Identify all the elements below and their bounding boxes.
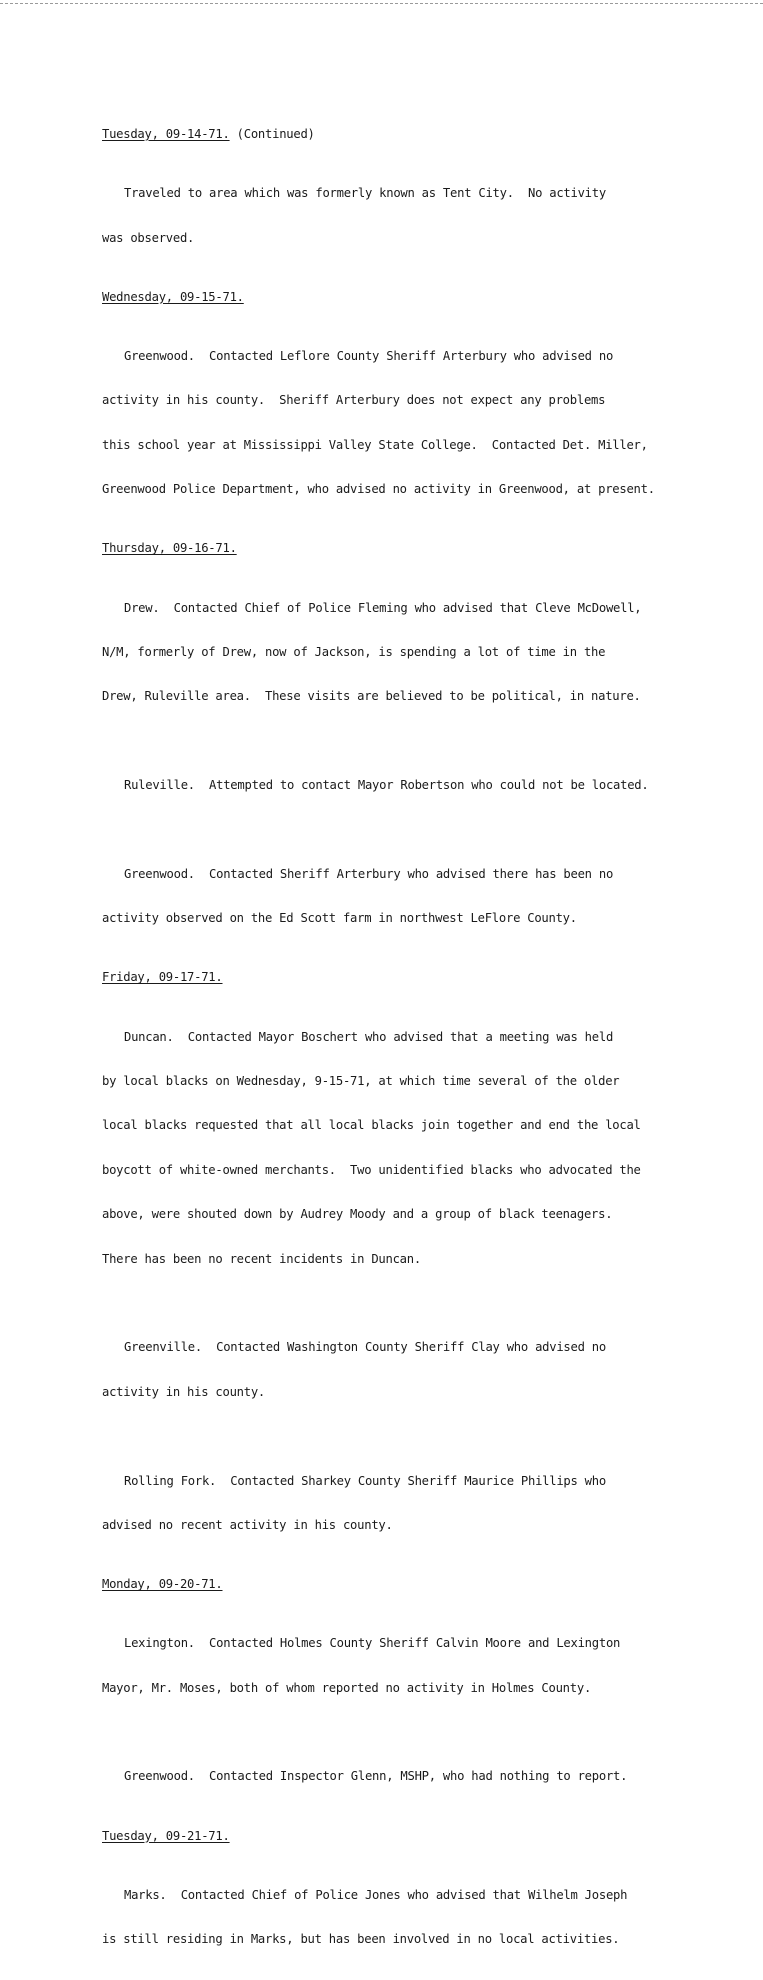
paragraph-line: Mayor, Mr. Moses, both of whom reported no activity in Holmes County. [102,1680,592,1695]
entry-paragraph [102,1607,702,1725]
paragraph-line: Greenwood. Contacted Sheriff Arterbury who advised there has been no [124,866,614,881]
paragraph-line: Greenwood Police Department, who advised no activity in Greenwood, at present. [102,482,655,497]
paragraph-line: Greenwood. Contacted Inspector Glenn, MSHP, who had nothing to report. [124,1769,628,1784]
paragraph-line: this school year at Mississippi Valley State College. Contacted Det. Miller, [102,437,648,452]
paragraph-line: Rolling Fork. Contacted Sharkey County Sheriff Maurice Phillips who [124,1473,606,1488]
paragraph-line: boycott of white-owned merchants. Two unidentified blacks who advocated the [102,1162,641,1177]
paragraph-line: Ruleville. Attempted to contact Mayor Robertson who could not be located. [124,778,649,793]
entry-heading [102,970,702,985]
paragraph-line: Greenwood. Contacted Leflore County Sheriff Arterbury who advised no [124,348,614,363]
entry-paragraph [102,1740,702,1814]
log-entry-friday-09-17 [102,970,702,1562]
entry-date: Wednesday, 09-15-71. [102,289,244,304]
entry-heading [102,290,702,305]
entry-paragraph [102,571,702,734]
entry-date: Monday, 09-20-71. [102,1577,223,1592]
entry-date: Tuesday, 09-14-71. [102,127,230,141]
paragraph-line: Traveled to area which was formerly known as Tent City. No activity [124,186,606,201]
entry-paragraph [102,1311,702,1429]
entry-heading [102,541,702,556]
log-entry-tuesday-09-21 [102,1829,702,1977]
paragraph-line: activity in his county. Sheriff Arterbury does not expect any problems [102,393,606,408]
paragraph-line: Greenville. Contacted Washington County Sheriff Clay who advised no [124,1340,606,1355]
paragraph-line: is still residing in Marks, but has been involved in no local activities. [102,1932,620,1947]
paragraph-line: activity observed on the Ed Scott farm in northwest LeFlore County. [102,911,577,926]
page-top-border [0,3,763,4]
paragraph-line: Duncan. Contacted Mayor Boschert who advised that a meeting was held [124,1029,614,1044]
entry-heading [102,127,702,142]
paragraph-line: N/M, formerly of Drew, now of Jackson, is spending a lot of time in the [102,644,606,659]
paragraph-line: Lexington. Contacted Holmes County Sheriff Calvin Moore and Lexington [124,1636,621,1651]
entry-paragraph [102,157,702,275]
entry-paragraph [102,748,702,822]
entry-paragraph [102,1444,702,1562]
entry-paragraph [102,319,702,526]
log-entry-monday-09-20 [102,1577,702,1814]
paragraph-line: was observed. [102,230,195,245]
entry-date: Tuesday, 09-21-71. [102,1828,230,1843]
entry-heading [102,1829,702,1844]
entry-date: Thursday, 09-16-71. [102,541,237,556]
entry-date-suffix: (Continued) [229,127,315,141]
paragraph-line: activity in his county. [102,1384,266,1399]
paragraph-line: above, were shouted down by Audrey Moody and a group of black teenagers. [102,1207,613,1222]
entry-heading [102,1577,702,1592]
paragraph-line: Drew. Contacted Chief of Police Fleming who advised that Cleve McDowell, [124,600,642,615]
paragraph-line: There has been no recent incidents in Duncan. [102,1251,421,1266]
paragraph-line: local blacks requested that all local blacks join together and end the local [102,1118,641,1133]
entry-date: Friday, 09-17-71. [102,970,223,985]
document-body [102,127,702,1980]
log-entry-thursday-09-16 [102,541,702,955]
paragraph-line: advised no recent activity in his county. [102,1517,393,1532]
log-entry-tuesday-09-14 [102,127,702,275]
paragraph-line: by local blacks on Wednesday, 9-15-71, at which time several of the older [102,1074,620,1088]
entry-paragraph [102,1000,702,1296]
entry-paragraph [102,837,702,955]
paragraph-line: Marks. Contacted Chief of Police Jones who advised that Wilhelm Joseph [124,1887,628,1902]
log-entry-wednesday-09-15 [102,290,702,527]
entry-paragraph [102,1858,702,1976]
paragraph-line: Drew, Ruleville area. These visits are believed to be political, in nature. [102,689,641,704]
